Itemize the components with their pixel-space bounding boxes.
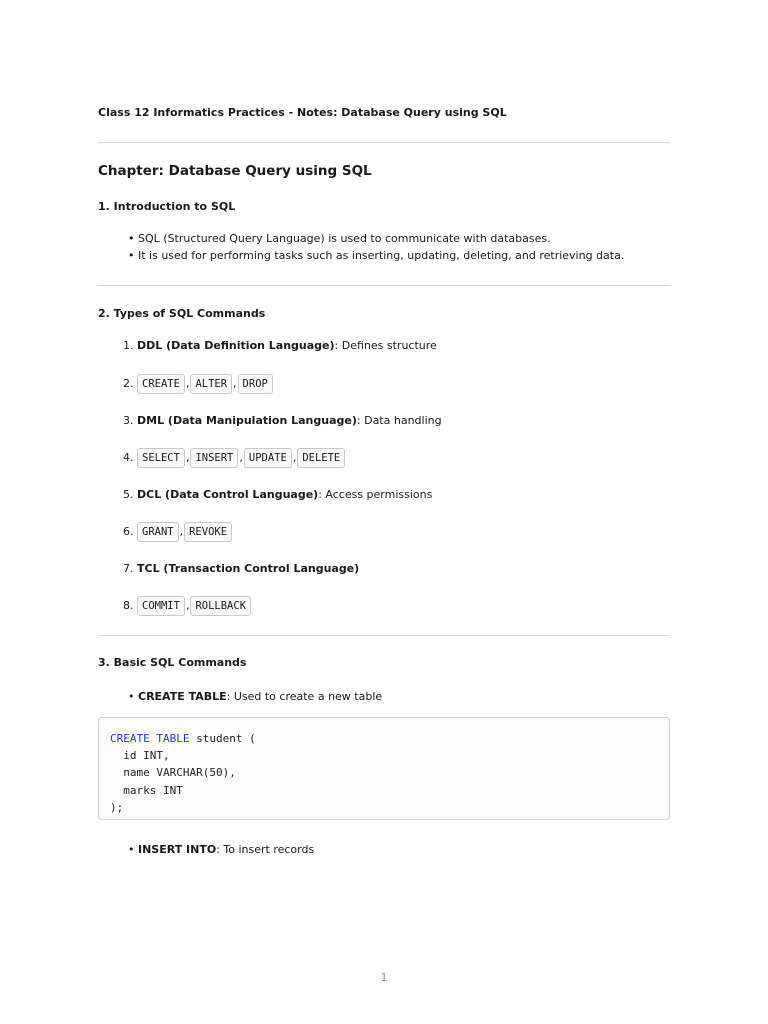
divider [98, 635, 670, 636]
item-term: INSERT INTO [138, 843, 217, 856]
comma-separator: , [185, 599, 190, 612]
bullet-prefix: • [128, 690, 138, 703]
numbered-item [123, 596, 251, 616]
inline-code: INSERT [190, 448, 238, 468]
numbered-item [123, 339, 437, 352]
item-term: TCL (Transaction Control Language) [137, 562, 360, 575]
bullet-item [128, 843, 314, 856]
numbered-item [123, 522, 232, 542]
item-number: 6. [123, 525, 134, 538]
bullet-item: • It is used for performing tasks such as inserting, updating, deleting, and retrieving data. [128, 249, 625, 262]
divider [98, 142, 670, 143]
item-number: 8. [123, 599, 134, 612]
item-term: DML (Data Manipulation Language) [137, 414, 357, 427]
bullet-item: • SQL (Structured Query Language) is used to communicate with databases. [128, 232, 551, 245]
comma-separator: , [292, 451, 297, 464]
chapter-heading: Chapter: Database Query using SQL [98, 163, 372, 179]
divider [98, 285, 670, 286]
inline-code: SELECT [137, 448, 185, 468]
item-description: : Used to create a new table [226, 690, 383, 703]
bullet-prefix: • [128, 843, 138, 856]
item-number: 1. [123, 339, 134, 352]
item-description: : Data handling [356, 414, 442, 427]
item-description: : Defines structure [334, 339, 437, 352]
comma-separator: , [185, 451, 190, 464]
code-line: marks INT [110, 783, 183, 797]
code-line: student ( [189, 732, 256, 745]
item-number: 4. [123, 451, 134, 464]
code-line: id INT, [110, 749, 170, 763]
comma-separator: , [239, 451, 243, 464]
numbered-item [123, 488, 432, 501]
item-term: CREATE TABLE [138, 690, 227, 703]
bullet-item [128, 690, 382, 703]
inline-code: ROLLBACK [190, 596, 251, 616]
numbered-item [123, 562, 359, 575]
inline-code: DROP [238, 374, 273, 394]
item-number: 5. [123, 488, 134, 501]
page-number: 1 [380, 971, 388, 984]
numbered-item [123, 448, 345, 468]
section-heading-intro: 1. Introduction to SQL [98, 200, 236, 213]
item-number: 2. [123, 377, 134, 390]
inline-code: CREATE [137, 374, 185, 394]
inline-code: GRANT [137, 522, 179, 542]
item-number: 3. [123, 414, 134, 427]
inline-code: COMMIT [137, 596, 185, 616]
item-number: 7. [123, 562, 134, 575]
sql-code-block [98, 717, 670, 820]
item-term: DCL (Data Control Language) [137, 488, 319, 501]
inline-code: ALTER [190, 374, 232, 394]
inline-code: DELETE [297, 448, 345, 468]
item-description: : To insert records [216, 843, 315, 856]
comma-separator: , [179, 525, 184, 538]
item-description: : Access permissions [318, 488, 433, 501]
numbered-item [123, 374, 273, 394]
item-term: DDL (Data Definition Language) [137, 339, 335, 352]
inline-code: UPDATE [244, 448, 292, 468]
comma-separator: , [185, 377, 190, 390]
code-line: name VARCHAR(50), [110, 766, 236, 780]
comma-separator: , [233, 377, 237, 390]
code-line: ); [110, 800, 124, 814]
numbered-item [123, 414, 442, 427]
section-heading-basic: 3. Basic SQL Commands [98, 656, 247, 669]
section-heading-types: 2. Types of SQL Commands [98, 307, 266, 320]
sql-keyword: CREATE TABLE [110, 732, 190, 745]
inline-code: REVOKE [184, 522, 232, 542]
document-title: Class 12 Informatics Practices - Notes: Database Query using SQL [98, 106, 507, 119]
